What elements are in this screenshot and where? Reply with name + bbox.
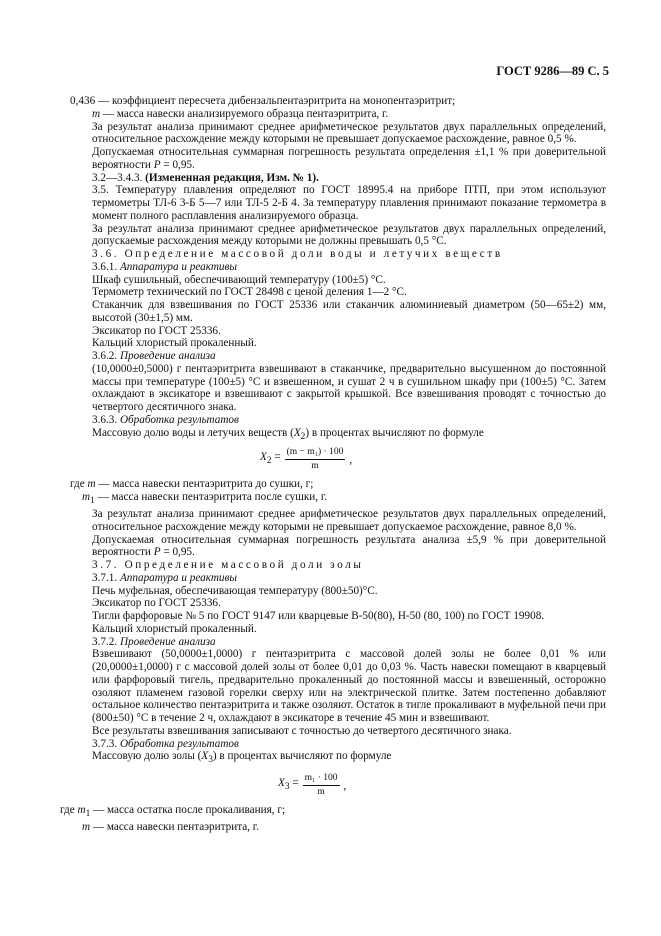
formula-water-numerator: (m − m₁) · 100 [285,447,346,460]
equipment-desiccator: Эксикатор по ГОСТ 25336. [92,324,221,337]
formula-ash-lhs: $X_3$ = [278,777,299,793]
subsection-3-6-2: 3.6.2. Проведение анализа [92,350,216,362]
formula-water-denominator: m [311,461,319,472]
where-m-before: где m — масса навески пентаэритрита до сушки, г; [70,478,314,491]
para-amendment: 3.2—3.4.3. (Измененная редакция, Изм. № 1). [92,171,319,184]
document-body [60,95,606,834]
line-mass-definition: m — масса навески анализируемого образца пентаэритрита, г. [92,107,389,120]
para-error-1: Допускаемая относительная суммарная погрешность результата определения ±1,1 % при доверительной вероятности P = 0,95. [92,146,606,171]
para-result-3: За результат анализа принимают среднее арифметическое результатов двух параллельных определений, относительное расхождение между которыми не превышает допускаемое расхождение, равное 8,0 %. [92,508,606,533]
where-m1-residue: где $m_1$ — масса остатка после прокаливания, г; [60,804,286,820]
equipment-weighing-cup: Стаканчик для взвешивания по ГОСТ 25336 или стаканчик алюминиевый диаметром (50—65±2) мм, высотой (30±1,5) мм. [92,299,606,324]
para-procedure-ash: Взвешивают (50,0000±1,0000) г пентаэритрита с массовой долей золы не более 0,01 % или (20,0000±1,0000) г с массовой долей золы от более 0,01 до 0,03 %. Часть навески помещают в кварцевый или фарфоровый тигель, предварительно прокаленный до постоянной массы и взвешенный, осторожно озоляют пламенем газовой горелки сверху или на электрической плитке. Затем постепенно добавляют остальное количество пентаэритрита и также озоляют. Остаток в тигле прокаливают в муфельной печи при (800±50) °С в течение 2 ч, охлаждают в эксикаторе в течение 45 мин и взвешивают. [92,648,606,725]
para-result-1: За результат анализа принимают среднее арифметическое результатов двух параллельных определений, относительное расхождение между которыми не превышает допускаемое расхождение, равное 0,5 %. [92,120,606,146]
formula-ash-fraction [303,773,340,798]
formula-ash-numerator: m₁ · 100 [303,773,340,786]
section-heading-water: 3.6. Определение массовой доли воды и летучих веществ [92,248,503,260]
section-heading-ash: 3.7. Определение массовой доли золы [92,559,364,572]
reagent-calcium-chloride-2: Кальций хлористый прокаленный. [92,622,257,635]
equipment-crucibles: Тигли фарфоровые № 5 по ГОСТ 9147 или кварцевые В-50(80), Н-50 (80, 100) по ГОСТ 19908. [92,610,545,623]
para-melting-point: 3.5. Температуру плавления определяют по ГОСТ 18995.4 на приборе ПТП, при этом используют термометры ТЛ-6 3-Б 5—7 или ТЛ-5 2-Б 4. За температуру плавления принимают показание термометра в момент полного расплавления анализируемого образца. [92,184,606,222]
formula-ash-denominator: m [317,787,325,798]
where-m-sample: m — масса навески пентаэритрита, г. [82,821,259,834]
reagent-calcium-chloride: Кальций хлористый прокаленный. [92,337,257,350]
equipment-oven: Шкаф сушильный, обеспечивающий температуру (100±5) °С. [92,273,386,286]
para-result-2: За результат анализа принимают среднее арифметическое результатов двух параллельных определений, допускаемые расхождения между которыми не должны превышать 0,5 °С. [92,222,606,248]
subsection-3-7-2: 3.7.2. Проведение анализа [92,635,216,648]
page-header: ГОСТ 9286—89 С. 5 [496,64,609,78]
formula-water: $X_2$ = $\frac{\text{(m − m₁) · 100}}{m}$ , [260,447,353,472]
equipment-thermometer: Термометр технический по ГОСТ 28498 с ценой деления 1—2 °С. [92,286,407,299]
formula-water-lhs: $X_2$ = [260,451,281,467]
line-coefficient: 0,436 — коэффициент пересчета дибензальпентаэритрита на монопентаэритрит; [70,95,456,107]
para-formula-intro-1: Массовую долю воды и летучих веществ $(X_2)$ в процентах вычисляют по формуле [92,426,484,442]
subsection-3-7-3: 3.7.3. Обработка результатов [92,737,239,750]
formula-water-fraction [285,447,346,472]
subsection-3-6-1: 3.6.1. Аппаратура и реактивы [92,260,237,273]
para-error-2: Допускаемая относительная суммарная погрешность результата анализа ±5,9 % при доверительной вероятности P = 0,95. [92,533,606,559]
equipment-muffle-furnace: Печь муфельная, обеспечивающая температуру (800±50)°С. [92,584,378,597]
formula-ash: $X_3$ = $\frac{\text{m₁ · 100}}{m}$ , [278,773,347,798]
where-m1-after: $m_1$ — масса навески пентаэритрита после сушки, г. [82,491,327,507]
equipment-desiccator-2: Эксикатор по ГОСТ 25336. [92,597,221,610]
para-procedure-drying: (10,0000±0,5000) г пентаэритрита взвешивают в стаканчике, предварительно высушенном до постоянной массы при температуре (100±5) °С и взвешенном, и сушат 2 ч в сушильном шкафу при (100±5) °С. Затем охлаждают в эксикаторе и взвешивают с закрытой крышкой. Все взвешивания проводят с точностью до четвертого десятичного знака. [92,362,606,413]
para-weighing-precision: Все результаты взвешивания записывают с точностью до четвертого десятичного знака. [92,724,512,737]
para-formula-intro-2: Массовую долю золы $(X_3)$ в процентах вычисляют по формуле [92,750,392,766]
subsection-3-7-1: 3.7.1. Аппаратура и реактивы [92,571,237,584]
subsection-3-6-3: 3.6.3. Обработка результатов [92,413,239,426]
